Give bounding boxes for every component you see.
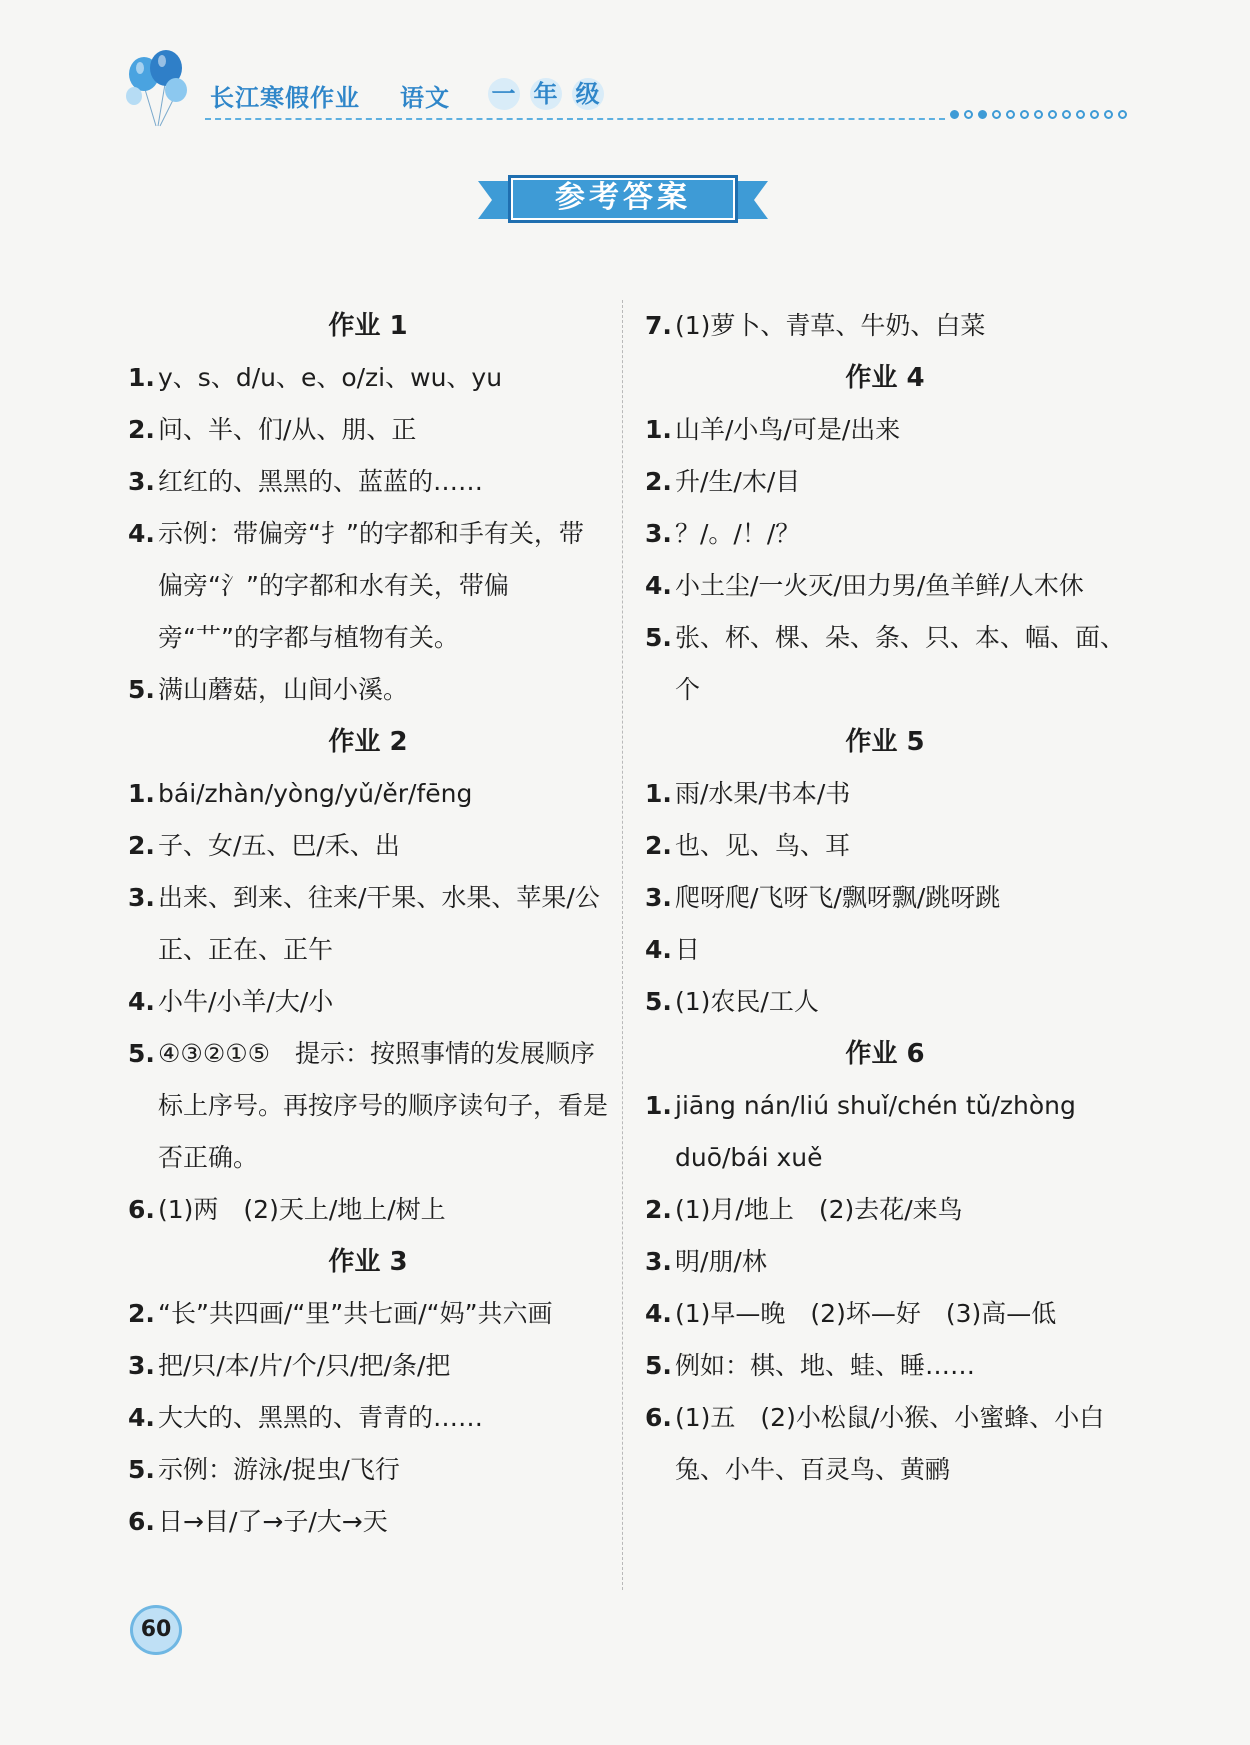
question-number: 2. [645, 831, 672, 860]
answer-item [645, 1184, 1125, 1236]
question-number: 2. [128, 831, 155, 860]
question-number: 4. [128, 1403, 155, 1432]
answer-text: (1)农民/工人 [675, 987, 819, 1016]
question-number: 4. [645, 935, 672, 964]
answer-item [128, 1340, 608, 1392]
answer-text: (1)月/地上 (2)去花/来鸟 [675, 1195, 963, 1224]
answer-item [645, 300, 1125, 352]
answer-item [128, 456, 608, 508]
answer-item [645, 820, 1125, 872]
question-number: 3. [128, 467, 155, 496]
answer-item [128, 1392, 608, 1444]
answer-text: 红红的、黑黑的、蓝蓝的…… [158, 467, 484, 496]
answer-item [128, 508, 608, 664]
question-number: 6. [128, 1195, 155, 1224]
answer-item [645, 456, 1125, 508]
question-number: 1. [128, 779, 155, 808]
grade-char: 一 [488, 78, 520, 110]
answer-item [645, 1288, 1125, 1340]
answer-text: 升/生/木/目 [675, 467, 801, 496]
answer-text: 问、半、们/从、朋、正 [158, 415, 417, 444]
answer-item [128, 872, 608, 976]
answer-item [645, 976, 1125, 1028]
section-heading: 作业 6 [845, 1039, 925, 1069]
answer-item [645, 872, 1125, 924]
question-number: 3. [645, 519, 672, 548]
answer-item [128, 1028, 608, 1184]
grade-char: 级 [572, 78, 604, 110]
question-number: 1. [645, 1091, 672, 1120]
answer-item [128, 1496, 608, 1548]
grade-label [488, 78, 604, 110]
answer-text: 日 [675, 935, 701, 964]
answer-item [645, 560, 1125, 612]
answer-text: 例如：棋、地、蛙、睡…… [675, 1351, 976, 1380]
question-number: 5. [645, 987, 672, 1016]
answer-text: 把/只/本/片/个/只/把/条/把 [158, 1351, 451, 1380]
answer-text: 小土尘/一火灭/田力男/鱼羊鲜/人木休 [675, 571, 1084, 600]
answer-item [128, 664, 608, 716]
answer-text: ？/。/！/？ [675, 519, 801, 548]
header-divider [205, 118, 945, 120]
answer-item [128, 1288, 608, 1340]
balloons-icon [122, 48, 192, 128]
question-number: 6. [645, 1403, 672, 1432]
answer-text: 爬呀爬/飞呀飞/飘呀飘/跳呀跳 [675, 883, 1001, 912]
question-number: 4. [645, 1299, 672, 1328]
header-dots [950, 110, 1127, 119]
question-number: 5. [645, 1351, 672, 1380]
answer-text: y、s、d/u、e、o/zi、wu、yu [158, 363, 503, 392]
answer-text: “长”共四画/“里”共七画/“妈”共六画 [158, 1299, 553, 1328]
answer-text: bái/zhàn/yòng/yǔ/ěr/fēng [158, 779, 473, 808]
answer-text: jiāng nán/liú shuǐ/chén tǔ/zhòng duō/bái xuě [675, 1091, 1076, 1172]
answer-text: 示例：游泳/捉虫/飞行 [158, 1455, 400, 1484]
question-number: 2. [645, 1195, 672, 1224]
answer-item [128, 352, 608, 404]
book-title: 长江寒假作业 [210, 84, 360, 112]
question-number: 4. [128, 987, 155, 1016]
question-number: 7. [645, 311, 672, 340]
answer-text: 日→目/了→子/大→天 [158, 1507, 388, 1536]
question-number: 2. [645, 467, 672, 496]
answer-item [645, 1080, 1125, 1184]
answer-item [128, 976, 608, 1028]
answer-item [128, 820, 608, 872]
section-heading: 作业 4 [845, 363, 925, 393]
question-number: 3. [128, 1351, 155, 1380]
question-number: 2. [128, 1299, 155, 1328]
subject-label: 语文 [400, 84, 450, 112]
question-number: 2. [128, 415, 155, 444]
answer-banner-title: 参考答案 [555, 180, 691, 215]
answer-text: 张、杯、棵、朵、条、只、本、幅、面、个 [675, 623, 1126, 704]
answer-item [645, 1392, 1125, 1496]
answer-text: 子、女/五、巴/禾、出 [158, 831, 400, 860]
answer-item [645, 404, 1125, 456]
section-heading: 作业 2 [328, 727, 408, 757]
section-heading: 作业 5 [845, 727, 925, 757]
answer-text: 也、见、鸟、耳 [675, 831, 851, 860]
question-number: 3. [645, 883, 672, 912]
answer-text: 明/朋/林 [675, 1247, 767, 1276]
answer-item [645, 1236, 1125, 1288]
answer-text: (1)早—晚 (2)坏—好 (3)高—低 [675, 1299, 1057, 1328]
answer-item [128, 404, 608, 456]
answer-text: 满山蘑菇，山间小溪。 [158, 675, 409, 704]
answer-text: (1)两 (2)天上/地上/树上 [158, 1195, 446, 1224]
question-number: 3. [645, 1247, 672, 1276]
question-number: 6. [128, 1507, 155, 1536]
answer-text: (1)萝卜、青草、牛奶、白菜 [675, 311, 986, 340]
question-number: 5. [128, 1455, 155, 1484]
answer-item [645, 924, 1125, 976]
answer-item [645, 612, 1125, 716]
answer-text: 出来、到来、往来/干果、水果、苹果/公正、正在、正午 [158, 883, 600, 964]
question-number: 5. [128, 675, 155, 704]
column-divider [622, 300, 623, 1590]
question-number: 1. [128, 363, 155, 392]
answer-text: 小牛/小羊/大/小 [158, 987, 334, 1016]
answer-text: ④③②①⑤ 提示：按照事情的发展顺序标上序号。再按序号的顺序读句子，看是否正确。 [158, 1039, 609, 1172]
grade-char: 年 [530, 78, 562, 110]
answer-item [645, 508, 1125, 560]
answer-text: 山羊/小鸟/可是/出来 [675, 415, 901, 444]
question-number: 1. [645, 415, 672, 444]
question-number: 3. [128, 883, 155, 912]
question-number: 5. [128, 1039, 155, 1068]
right-answer-column [645, 300, 1125, 1496]
answer-text: (1)五 (2)小松鼠/小猴、小蜜蜂、小白兔、小牛、百灵鸟、黄鹂 [675, 1403, 1105, 1484]
question-number: 5. [645, 623, 672, 652]
question-number: 4. [128, 519, 155, 548]
question-number: 1. [645, 779, 672, 808]
answer-text: 雨/水果/书本/书 [675, 779, 851, 808]
answer-item [645, 768, 1125, 820]
left-answer-column [128, 300, 608, 1548]
answer-item [128, 1184, 608, 1236]
answer-item [128, 1444, 608, 1496]
answer-item [645, 1340, 1125, 1392]
section-heading: 作业 1 [328, 311, 408, 341]
section-heading: 作业 3 [328, 1247, 408, 1277]
answer-item [128, 768, 608, 820]
page-number: 60 [130, 1605, 182, 1655]
question-number: 4. [645, 571, 672, 600]
answer-text: 示例：带偏旁“扌”的字都和手有关，带偏旁“氵”的字都和水有关，带偏旁“艹”的字都与植物有关。 [158, 519, 584, 652]
answer-text: 大大的、黑黑的、青青的…… [158, 1403, 484, 1432]
